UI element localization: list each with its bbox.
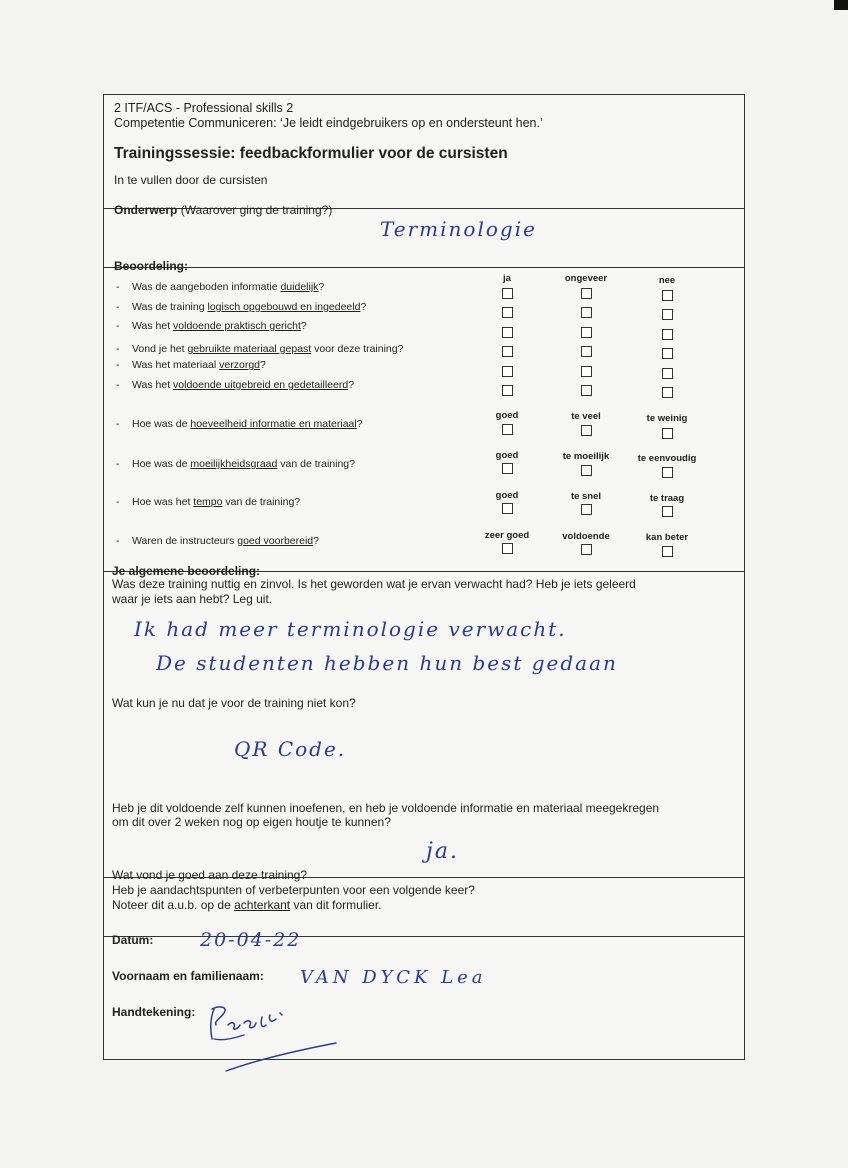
checkbox-q4-nee[interactable]: [662, 348, 673, 359]
general-answer-1-line1: Ik had meer terminologie verwacht.: [134, 617, 567, 641]
checkbox-q2-nee[interactable]: [662, 309, 673, 320]
checkbox-q2-ja[interactable]: [502, 307, 513, 318]
checkbox-q2-ongeveer[interactable]: [581, 307, 592, 318]
scale3-header-2: te snel: [570, 491, 602, 502]
checkbox-q3-nee[interactable]: [662, 329, 673, 340]
general-answer-3: ja.: [426, 839, 459, 864]
scale1-header-1: goed: [495, 410, 519, 421]
checkbox-s2-2[interactable]: [581, 465, 592, 476]
checkbox-q6-ongeveer[interactable]: [581, 385, 592, 396]
subject-label-line: [114, 203, 332, 217]
scale-question-4: - Waren de instructeurs goed voorbereid?: [116, 535, 319, 547]
general-label: Je algemene beoordeling:: [112, 564, 261, 578]
scale3-header-1: goed: [495, 490, 519, 501]
general-question-1-line1: Was deze training nuttig en zinvol. Is het geworden wat je ervan verwacht had? Heb je iets geleerd: [112, 577, 636, 591]
course-line: 2 ITF/ACS - Professional skills 2: [114, 101, 294, 115]
checkbox-s3-1[interactable]: [502, 503, 513, 514]
page-title: Trainingssessie: feedbackformulier voor de cursisten: [114, 145, 508, 162]
scale-question-3: - Hoe was het tempo van de training?: [116, 496, 301, 508]
checkbox-s3-3[interactable]: [662, 506, 673, 517]
scale4-header-2: voldoende: [562, 531, 610, 542]
notes-line-1: Wat vond je goed aan deze training?: [112, 868, 308, 882]
competence-line: Competentie Communiceren: ‘Je leidt eindgebruikers op en ondersteunt hen.’: [114, 116, 543, 130]
checkbox-s2-1[interactable]: [502, 463, 513, 474]
subject-answer: Terminologie: [380, 217, 537, 241]
scale2-header-3: te eenvoudig: [637, 453, 697, 464]
question-row-4: - Vond je het gebruikte materiaal gepast voor deze training?: [116, 343, 404, 355]
question-row-2: - Was de training logisch opgebouwd en ingedeeld?: [116, 301, 367, 313]
general-question-3-line1: Heb je dit voldoende zelf kunnen inoefenen, en heb je voldoende informatie en materiaal meegekregen: [112, 801, 660, 815]
notes-line-3: Noteer dit a.u.b. op de achterkant van dit formulier.: [112, 898, 382, 912]
question-row-5: - Was het materiaal verzorgd?: [116, 359, 266, 371]
scale-question-2: - Hoe was de moeilijkheidsgraad van de training?: [116, 458, 355, 470]
name-label: Voornaam en familienaam:: [112, 969, 264, 983]
checkbox-s1-1[interactable]: [502, 424, 513, 435]
form-subtitle: In te vullen door de cursisten: [114, 173, 268, 187]
feedback-form: [103, 94, 745, 1060]
subject-hint: (Waarover ging de training?): [177, 203, 333, 217]
col-header-nee: nee: [658, 275, 676, 286]
col-header-ja: ja: [503, 273, 511, 284]
scale1-header-3: te weinig: [646, 413, 688, 424]
checkbox-q3-ongeveer[interactable]: [581, 327, 592, 338]
checkbox-q6-ja[interactable]: [502, 385, 513, 396]
scale2-header-2: te moeilijk: [562, 451, 610, 462]
checkbox-s1-2[interactable]: [581, 425, 592, 436]
scale3-header-3: te traag: [649, 493, 685, 504]
scale-question-1: - Hoe was de hoeveelheid informatie en materiaal?: [116, 418, 363, 430]
subject-label: Onderwerp: [114, 203, 178, 217]
scan-corner-mark: [834, 0, 848, 10]
signature-label: Handtekening:: [112, 1005, 196, 1019]
general-answer-2: QR Code.: [234, 737, 347, 761]
question-row-1: - Was de aangeboden informatie duidelijk?: [116, 281, 325, 293]
question-row-6: - Was het voldoende uitgebreid en gedetailleerd?: [116, 379, 355, 391]
general-question-2: Wat kun je nu dat je voor de training niet kon?: [112, 696, 356, 710]
general-question-1-line2: waar je iets aan hebt? Leg uit.: [112, 592, 273, 606]
date-label: Datum:: [112, 933, 154, 947]
checkbox-s4-1[interactable]: [502, 543, 513, 554]
checkbox-s3-2[interactable]: [581, 504, 592, 515]
checkbox-q5-ja[interactable]: [502, 366, 513, 377]
divider-subject: [104, 267, 744, 268]
general-answer-1-line2: De studenten hebben hun best gedaan: [156, 651, 618, 675]
general-question-3-line2: om dit over 2 weken nog op eigen houtje te kunnen?: [112, 815, 391, 829]
checkbox-s1-3[interactable]: [662, 428, 673, 439]
scale4-header-1: zeer goed: [484, 530, 530, 541]
scale2-header-1: goed: [495, 450, 519, 461]
checkbox-q5-nee[interactable]: [662, 368, 673, 379]
checkbox-q6-nee[interactable]: [662, 387, 673, 398]
col-header-ongeveer: ongeveer: [564, 273, 608, 284]
checkbox-s4-3[interactable]: [662, 546, 673, 557]
checkbox-s2-3[interactable]: [662, 467, 673, 478]
checkbox-q3-ja[interactable]: [502, 327, 513, 338]
checkbox-q4-ja[interactable]: [502, 346, 513, 357]
date-value: 20-04-22: [200, 929, 302, 951]
checkbox-q1-ja[interactable]: [502, 288, 513, 299]
checkbox-q1-nee[interactable]: [662, 290, 673, 301]
scale1-header-2: te veel: [571, 411, 601, 422]
checkbox-s4-2[interactable]: [581, 544, 592, 555]
checkbox-q4-ongeveer[interactable]: [581, 346, 592, 357]
checkbox-q1-ongeveer[interactable]: [581, 288, 592, 299]
signature-drawing: [204, 995, 344, 1085]
checkbox-q5-ongeveer[interactable]: [581, 366, 592, 377]
question-row-3: - Was het voldoende praktisch gericht?: [116, 320, 307, 332]
name-value: VAN DYCK Lea: [300, 967, 487, 988]
notes-line-2: Heb je aandachtspunten of verbeterpunten voor een volgende keer?: [112, 883, 475, 897]
scale4-header-3: kan beter: [645, 532, 689, 543]
rating-label: Beoordeling:: [114, 259, 188, 273]
